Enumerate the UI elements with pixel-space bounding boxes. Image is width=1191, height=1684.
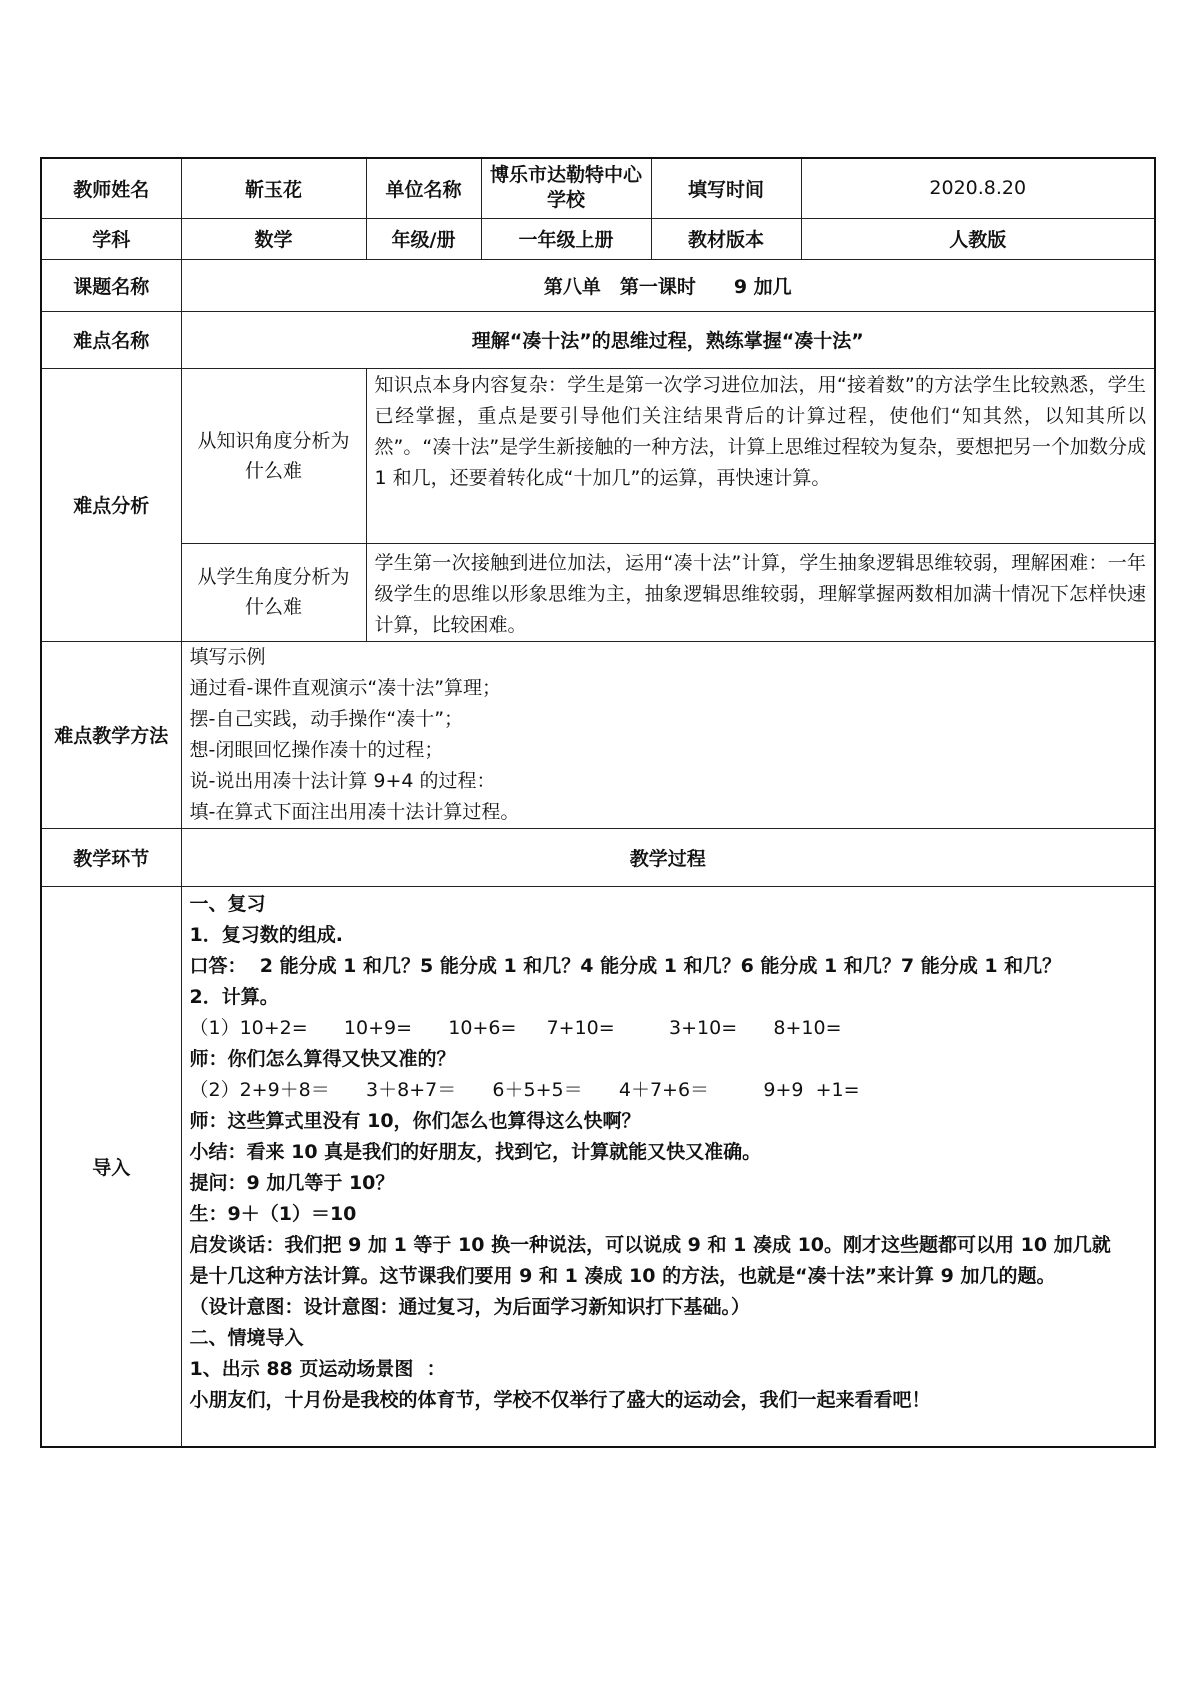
intro-content — [181, 886, 1155, 1447]
difficulty-value: 理解“凑十法”的思维过程，熟练掌握“凑十法” — [181, 311, 1155, 368]
intro-line: 是十几这种方法计算。这节课我们要用 9 和 1 凑成 10 的方法，也就是“凑十法”来计算 9 加几的题。 — [189, 1264, 1056, 1287]
teaching-stage-label: 教学环节 — [41, 828, 181, 886]
edition-label: 教材版本 — [651, 218, 801, 259]
intro-line: 二、情境导入 — [189, 1326, 304, 1349]
intro-line: 口答： 2 能分成 1 和几？5 能分成 1 和几？4 能分成 1 和几？6 能分成 1 和几？7 能分成 1 和几？ — [189, 954, 1062, 977]
topic-value: 第八单 第一课时 9 加几 — [181, 259, 1155, 311]
method-line: 摆-自己实践，动手操作“凑十”； — [189, 707, 464, 730]
method-line: 填-在算式下面注出用凑十法计算过程。 — [189, 800, 520, 823]
edition-value: 人教版 — [801, 218, 1155, 259]
method-row — [41, 641, 1155, 828]
header-row-2 — [41, 218, 1155, 259]
teaching-method-content — [181, 641, 1155, 828]
grade-label: 年级/册 — [366, 218, 481, 259]
unit-name-label: 单位名称 — [366, 158, 481, 218]
topic-label: 课题名称 — [41, 259, 181, 311]
intro-label: 导入 — [41, 886, 181, 1447]
intro-row — [41, 886, 1155, 1447]
grade-value: 一年级上册 — [481, 218, 651, 259]
analysis-row-knowledge — [41, 368, 1155, 543]
intro-line: 小结：看来 10 真是我们的好朋友，找到它，计算就能又快又准确。 — [189, 1140, 762, 1163]
student-angle-line-2: 什么难 — [244, 596, 302, 618]
intro-line: （2）2+9＋8＝ 3＋8+7＝ 6＋5+5＝ 4＋7+6＝ 9+9 +1= — [189, 1078, 860, 1101]
intro-line: 2．计算。 — [189, 985, 279, 1008]
subject-label: 学科 — [41, 218, 181, 259]
method-line: 想-闭眼回忆操作凑十的过程； — [189, 738, 444, 761]
knowledge-angle-text: 知识点本身内容复杂：学生是第一次学习进位加法，用“接着数”的方法学生比较熟悉，学生已经掌握，重点是要引导他们关注结果背后的计算过程，使他们“知其然，以知其所以然”。“凑十法”是学生新接触的一种方法，计算上思维过程较为复杂，要想把另一个加数分成 1 和几，还要着转化成“十加几”的运算，再快速计算。 — [374, 373, 1146, 489]
intro-line: 1．复习数的组成. — [189, 923, 343, 946]
lesson-plan-page — [40, 157, 1154, 1448]
intro-line: （1）10+2= 10+9= 10+6= 7+10= 3+10= 8+10= — [189, 1016, 842, 1039]
intro-line: 1、出示 88 页运动场景图 ： — [189, 1357, 446, 1380]
intro-line: 一、复习 — [189, 892, 266, 915]
teacher-name-label: 教师姓名 — [41, 158, 181, 218]
method-line: 填写示例 — [189, 645, 266, 668]
student-angle-line-1: 从学生角度分析为 — [197, 566, 350, 588]
teaching-method-label: 难点教学方法 — [41, 641, 181, 828]
unit-name-value — [481, 158, 651, 218]
teaching-process-label: 教学过程 — [181, 828, 1155, 886]
difficulty-label: 难点名称 — [41, 311, 181, 368]
intro-line: 提问：9 加几等于 10？ — [189, 1171, 395, 1194]
analysis-row-student — [41, 543, 1155, 641]
topic-row — [41, 259, 1155, 311]
knowledge-angle-line-1: 从知识角度分析为 — [197, 429, 350, 452]
method-line: 通过看-课件直观演示“凑十法”算理； — [189, 676, 502, 699]
process-header-row — [41, 828, 1155, 886]
intro-line: 师：你们怎么算得又快又准的？ — [189, 1047, 456, 1070]
knowledge-angle-line-2: 什么难 — [244, 459, 302, 482]
header-row-1 — [41, 158, 1155, 218]
intro-line: 师：这些算式里没有 10，你们怎么也算得这么快啊？ — [189, 1109, 641, 1132]
intro-line: 生：9＋（1）＝10 — [189, 1202, 357, 1225]
difficulty-row — [41, 311, 1155, 368]
intro-line: 启发谈话：我们把 9 加 1 等于 10 换一种说法，可以说成 9 和 1 凑成 10。刚才这些题都可以用 10 加几就 — [189, 1233, 1111, 1256]
student-angle-label — [181, 543, 366, 641]
unit-name-line-1: 博乐市达勒特中心 — [489, 164, 642, 187]
lesson-plan-table — [40, 157, 1156, 1448]
subject-value: 数学 — [181, 218, 366, 259]
difficulty-analysis-label: 难点分析 — [41, 368, 181, 641]
teacher-name-value: 靳玉花 — [181, 158, 366, 218]
knowledge-angle-cell — [366, 368, 1155, 543]
intro-line: （设计意图：设计意图：通过复习，为后面学习新知识打下基础。） — [189, 1295, 751, 1318]
fill-date-label: 填写时间 — [651, 158, 801, 218]
intro-line: 小朋友们，十月份是我校的体育节，学校不仅举行了盛大的运动会，我们一起来看看吧！ — [189, 1388, 931, 1411]
student-angle-cell — [366, 543, 1155, 641]
fill-date-value: 2020.8.20 — [801, 158, 1155, 218]
student-angle-text: 学生第一次接触到进位加法，运用“凑十法”计算，学生抽象逻辑思维较弱，理解困难：一年级学生的思维以形象思维为主，抽象逻辑思维较弱，理解掌握两数相加满十情况下怎样快速计算，比较困难。 — [374, 551, 1146, 636]
unit-name-line-2: 学校 — [546, 189, 585, 212]
method-line: 说-说出用凑十法计算 9+4 的过程： — [189, 769, 496, 792]
knowledge-angle-label — [181, 368, 366, 543]
